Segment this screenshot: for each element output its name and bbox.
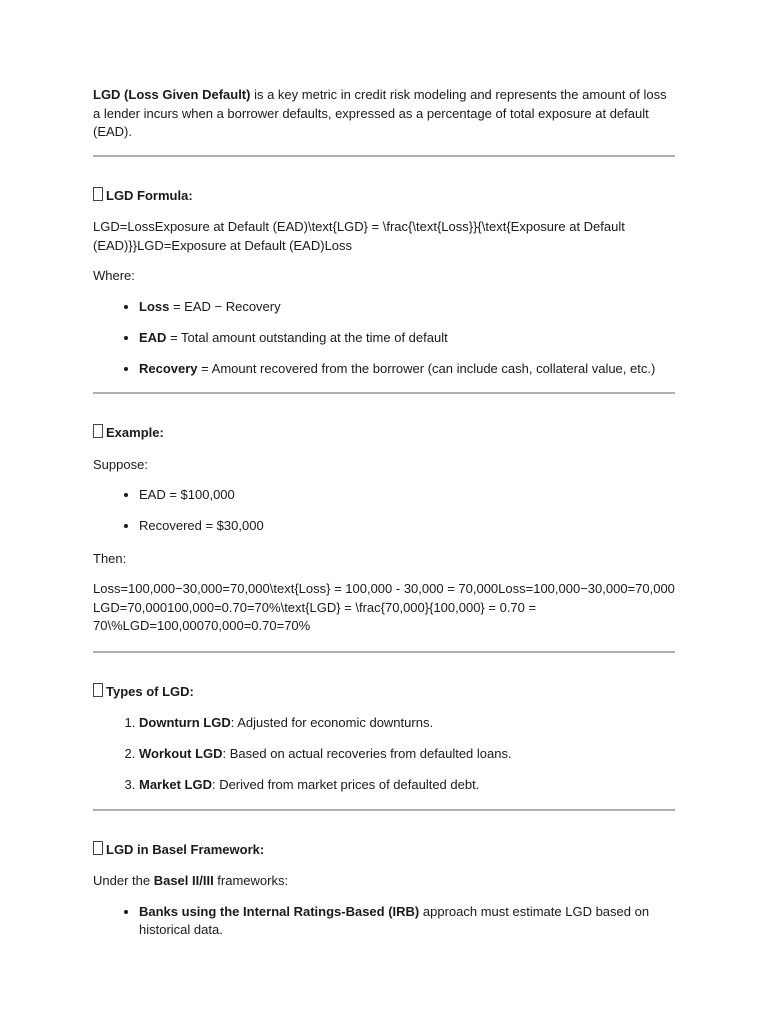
list-item-text: : Based on actual recoveries from defaulted loans. [222, 746, 512, 761]
intro-term: LGD (Loss Given Default) [93, 87, 251, 102]
basel-heading [93, 841, 675, 860]
list-item-text: approach must estimate LGD based on historical data. [139, 903, 650, 937]
list-item: • EAD = $100,000 [139, 486, 675, 505]
missing-glyph-icon [93, 424, 103, 438]
list-item [139, 360, 675, 379]
list-item-term: Downturn LGD [139, 715, 231, 730]
basel-intro-term: Basel II/III [153, 873, 214, 888]
lgd-types-list [93, 714, 675, 795]
missing-glyph-icon [93, 841, 103, 855]
section-divider [93, 392, 675, 394]
types-heading [93, 683, 675, 702]
example-heading [93, 424, 675, 443]
basel-intro [93, 872, 675, 891]
formula-definitions-list [93, 298, 675, 379]
where-label: Where: [93, 268, 135, 283]
list-item-text: : Derived from market prices of defaulted debt. [211, 777, 480, 792]
section-divider [93, 651, 675, 653]
list-item [139, 714, 675, 733]
list-item-text: = Amount recovered from the borrower (can include cash, collateral value, etc.) [197, 360, 656, 376]
list-item-term: EAD [139, 329, 167, 345]
intro-text: is a key metric in credit risk modeling and represents the amount of loss a lender incurs when a borrower defaults, expressed as a percentage of total exposure at default (EAD). [93, 87, 667, 139]
list-item [139, 329, 675, 348]
basel-list [93, 903, 675, 940]
section-divider [93, 155, 675, 157]
list-item [139, 903, 675, 940]
list-item [139, 745, 675, 764]
example-heading-text: Example: [106, 425, 164, 440]
list-item-term: Market LGD [139, 777, 212, 792]
basel-intro-suffix: frameworks: [213, 873, 289, 888]
example-values-list [93, 486, 675, 536]
intro-paragraph [93, 86, 675, 142]
list-item-term: Recovery [139, 360, 198, 376]
then-label: Then: [93, 550, 127, 566]
list-item [139, 776, 675, 795]
formula-text: LGD=LossExposure at Default (EAD)\text{LGD} = \frac{\text{Loss}}{\text{Exposure at Default (EAD)}}LGD=Exposure at Default (EAD)Loss [93, 219, 625, 253]
list-item-text: = EAD − Recovery [169, 298, 281, 314]
suppose-label: Suppose: [93, 456, 148, 472]
basel-heading-text: LGD in Basel Framework: [106, 841, 265, 857]
formula-heading-text: LGD Formula: [106, 187, 193, 203]
types-heading-text: Types of LGD: [106, 683, 194, 699]
missing-glyph-icon [93, 683, 103, 697]
list-item-term: Workout LGD [139, 746, 223, 761]
missing-glyph-icon [93, 187, 103, 201]
list-item: • Recovered = $30,000 [139, 517, 675, 536]
basel-intro-prefix: Under the [93, 873, 154, 888]
document-body [93, 86, 675, 954]
section-divider [93, 809, 675, 811]
formula-heading [93, 187, 675, 206]
list-item-text: = Total amount outstanding at the time of default [166, 329, 448, 345]
list-item-term: Loss [139, 298, 170, 314]
list-item [139, 298, 675, 317]
calculation-loss: Loss=100,000−30,000=70,000\text{Loss} = 100,000 - 30,000 = 70,000Loss=100,000−30,000=70,000 [93, 581, 675, 596]
list-item-text: : Adjusted for economic downturns. [230, 715, 434, 730]
calculation-lgd: LGD=70,000100,000=0.70=70%\text{LGD} = \frac{70,000}{100,000} = 0.70 = 70\%LGD=100,00070,000=0.70=70% [93, 599, 537, 633]
list-item-term: Banks using the Internal Ratings-Based (IRB) [139, 903, 420, 919]
